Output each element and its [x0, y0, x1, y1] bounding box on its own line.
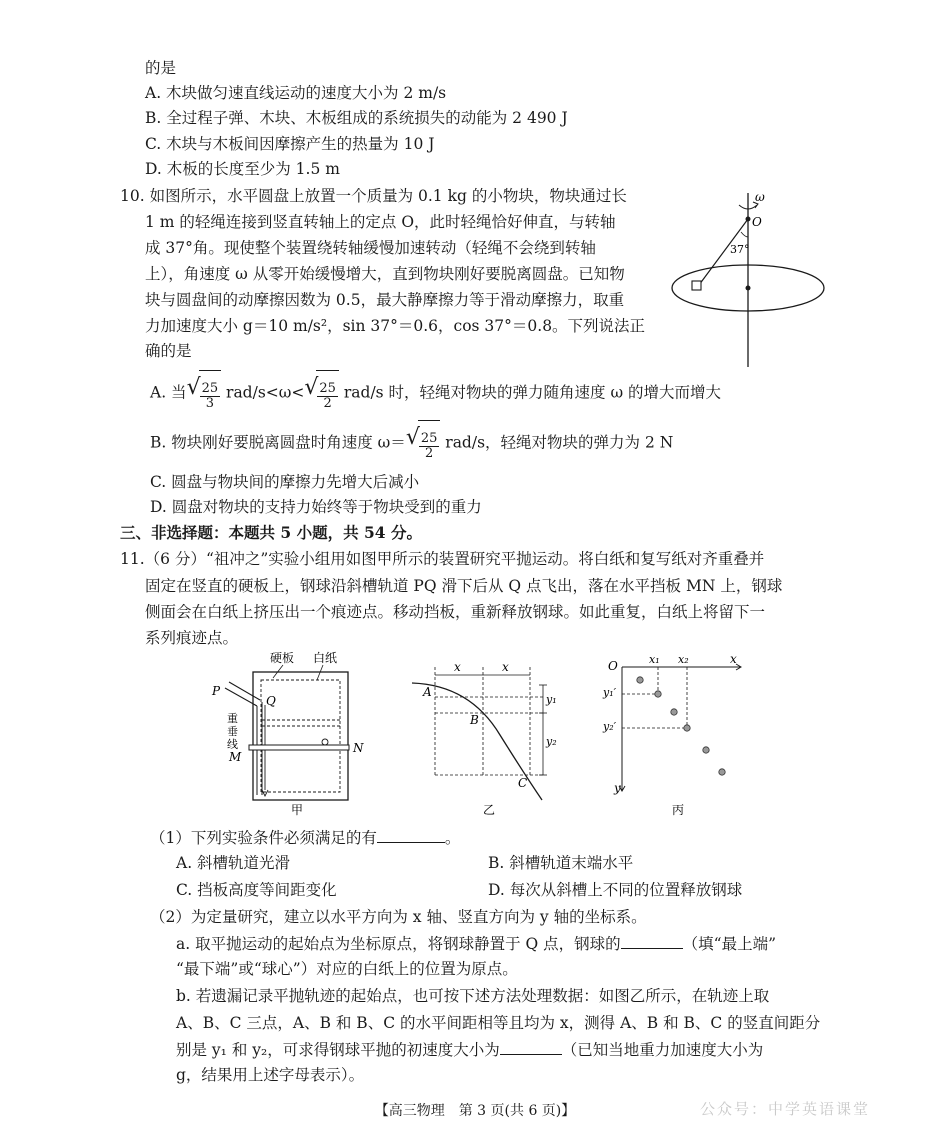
svg-text:N: N: [353, 741, 364, 755]
svg-text:x₂: x₂: [678, 653, 689, 666]
point-o-label: O: [752, 215, 762, 229]
q11-line-4: 系列痕迹点。: [145, 629, 239, 647]
answer-blank-2[interactable]: [621, 933, 683, 949]
svg-text:x₁: x₁: [649, 653, 660, 666]
svg-text:甲: 甲: [291, 803, 304, 817]
svg-text:P: P: [212, 684, 221, 698]
q11-sub-2b-line-4: g，结果用上述字母表示）。: [176, 1066, 365, 1084]
q10-option-d: D. 圆盘对物块的支持力始终等于物块受到的重力: [150, 498, 482, 516]
q10-line-1: 10. 如图所示，水平圆盘上放置一个质量为 0.1 kg 的小物块，物块通过长: [120, 187, 627, 205]
svg-text:A: A: [423, 685, 432, 699]
svg-text:线: 线: [227, 738, 238, 751]
figure-jia-apparatus: [205, 650, 365, 820]
section-3-heading: 三、非选择题：本题共 5 小题，共 54 分。: [120, 523, 422, 542]
q9-option-d: D. 木板的长度至少为 1.5 m: [145, 160, 340, 178]
q11-sub-2b-line-1: b. 若遗漏记录平抛轨迹的起始点，也可按下述方法处理数据：如图乙所示，在轨迹上取: [176, 987, 770, 1005]
q9-option-b: B. 全过程子弹、木块、木板组成的系统损失的动能为 2 490 J: [145, 109, 568, 127]
svg-text:O: O: [608, 659, 618, 673]
q10-option-b: B. 物块刚好要脱离圆盘时角速度 ω＝ √ $\frac{25}{2}$ rad/s，轻绳对物块的弹力为 2 N: [150, 420, 673, 467]
q10-line-3: 成 37°角。现使整个装置绕转轴缓慢加速转动（轻绳不会绕到转轴: [145, 239, 596, 257]
q11-sub-2: （2）为定量研究，建立以水平方向为 x 轴、竖直方向为 y 轴的坐标系。: [150, 908, 647, 926]
svg-text:重: 重: [227, 712, 238, 725]
q9-option-a: A. 木块做匀速直线运动的速度大小为 2 m/s: [145, 84, 447, 102]
q10-line-2: 1 m 的轻绳连接到竖直转轴上的定点 O，此时轻绳恰好伸直，与转轴: [145, 213, 616, 231]
q9-stem-tail: 的是: [145, 59, 177, 77]
svg-text:垂: 垂: [227, 725, 238, 738]
sqrt-fraction: √ $\frac{25}{2}$: [304, 370, 339, 417]
svg-text:乙: 乙: [483, 803, 496, 817]
figure-bing-trace-points: [600, 650, 760, 820]
q10-line-4: 上），角速度 ω 从零开始缓慢增大，直到物块刚好要脱离圆盘。已知物: [145, 265, 625, 283]
svg-text:y₂′: y₂′: [603, 720, 617, 733]
svg-text:Q: Q: [266, 694, 276, 708]
svg-text:x: x: [502, 660, 509, 674]
q11-option-b: B. 斜槽轨道末端水平: [488, 854, 634, 872]
q11-sub-2a-line-1: a. 取平抛运动的起始点为坐标原点，将钢球静置于 Q 点，钢球的 （填“最上端”: [176, 935, 777, 953]
answer-blank-1[interactable]: [377, 827, 445, 843]
svg-text:y: y: [614, 781, 621, 795]
sqrt-fraction: √ $\frac{25}{2}$: [406, 420, 441, 467]
svg-text:x: x: [730, 652, 737, 666]
q10-line-6: 力加速度大小 g＝10 m/s²，sin 37°＝0.6，cos 37°＝0.8。下列说法正: [145, 317, 646, 335]
page-footer: 【高三物理 第 3 页(共 6 页)】: [374, 1103, 576, 1119]
watermark: 公众号：中学英语课堂: [700, 1100, 871, 1118]
svg-text:C: C: [518, 776, 528, 790]
q11-option-c: C. 挡板高度等间距变化: [176, 881, 337, 899]
angle-label: 37°: [730, 243, 750, 256]
svg-text:M: M: [229, 750, 242, 764]
q11-option-a: A. 斜槽轨道光滑: [176, 854, 291, 872]
sqrt-fraction: √ $\frac{25}{3}$: [187, 370, 222, 417]
q11-sub-1: （1）下列实验条件必须满足的有 。: [150, 829, 461, 847]
answer-blank-3[interactable]: [500, 1039, 562, 1055]
q10-rotating-disk-figure: [665, 185, 835, 370]
svg-text:x: x: [454, 660, 461, 674]
q11-line-1: 11.（6 分）“祖冲之”实验小组用如图甲所示的装置研究平抛运动。将白纸和复写纸对齐重叠并: [120, 550, 765, 568]
q10-line-5: 块与圆盘间的动摩擦因数为 0.5，最大静摩擦力等于滑动摩擦力，取重: [145, 291, 625, 309]
svg-text:白纸: 白纸: [313, 651, 338, 665]
q11-line-3: 侧面会在白纸上挤压出一个痕迹点。移动挡板，重新释放钢球。如此重复，白纸上将留下一: [145, 603, 766, 621]
svg-text:丙: 丙: [672, 803, 685, 817]
q11-sub-2a-line-2: “最下端”或“球心”）对应的白纸上的位置为原点。: [176, 960, 518, 978]
svg-text:y₁′: y₁′: [603, 686, 617, 699]
svg-text:硬板: 硬板: [270, 651, 295, 665]
q10-option-c: C. 圆盘与物块间的摩擦力先增大后减小: [150, 473, 420, 491]
svg-text:B: B: [470, 713, 479, 727]
svg-text:y₁: y₁: [546, 693, 557, 706]
q11-sub-2b-line-3: 别是 y₁ 和 y₂，可求得钢球平抛的初速度大小为 （已知当地重力加速度大小为: [176, 1041, 764, 1059]
figure-yi-trajectory: [410, 655, 570, 820]
q10-line-7: 确的是: [145, 342, 192, 360]
q11-sub-2b-line-2: A、B、C 三点，A、B 和 B、C 的水平间距相等且均为 x，测得 A、B 和 B、C 的竖直间距分: [176, 1014, 821, 1032]
q11-line-2: 固定在竖直的硬板上，钢球沿斜槽轨道 PQ 滑下后从 Q 点飞出，落在水平挡板 MN 上，钢球: [145, 577, 783, 595]
q10-option-a: A. 当 √ $\frac{25}{3}$ rad/s<ω< √ $\frac{25}{2}$ rad/s 时，轻绳对物块的弹力随角速度 ω 的增大而增大: [150, 370, 721, 417]
omega-label: ω: [755, 190, 765, 204]
q9-option-c: C. 木块与木板间因摩擦产生的热量为 10 J: [145, 135, 435, 153]
q11-option-d: D. 每次从斜槽上不同的位置释放钢球: [488, 881, 743, 899]
svg-text:y₂: y₂: [546, 735, 557, 748]
